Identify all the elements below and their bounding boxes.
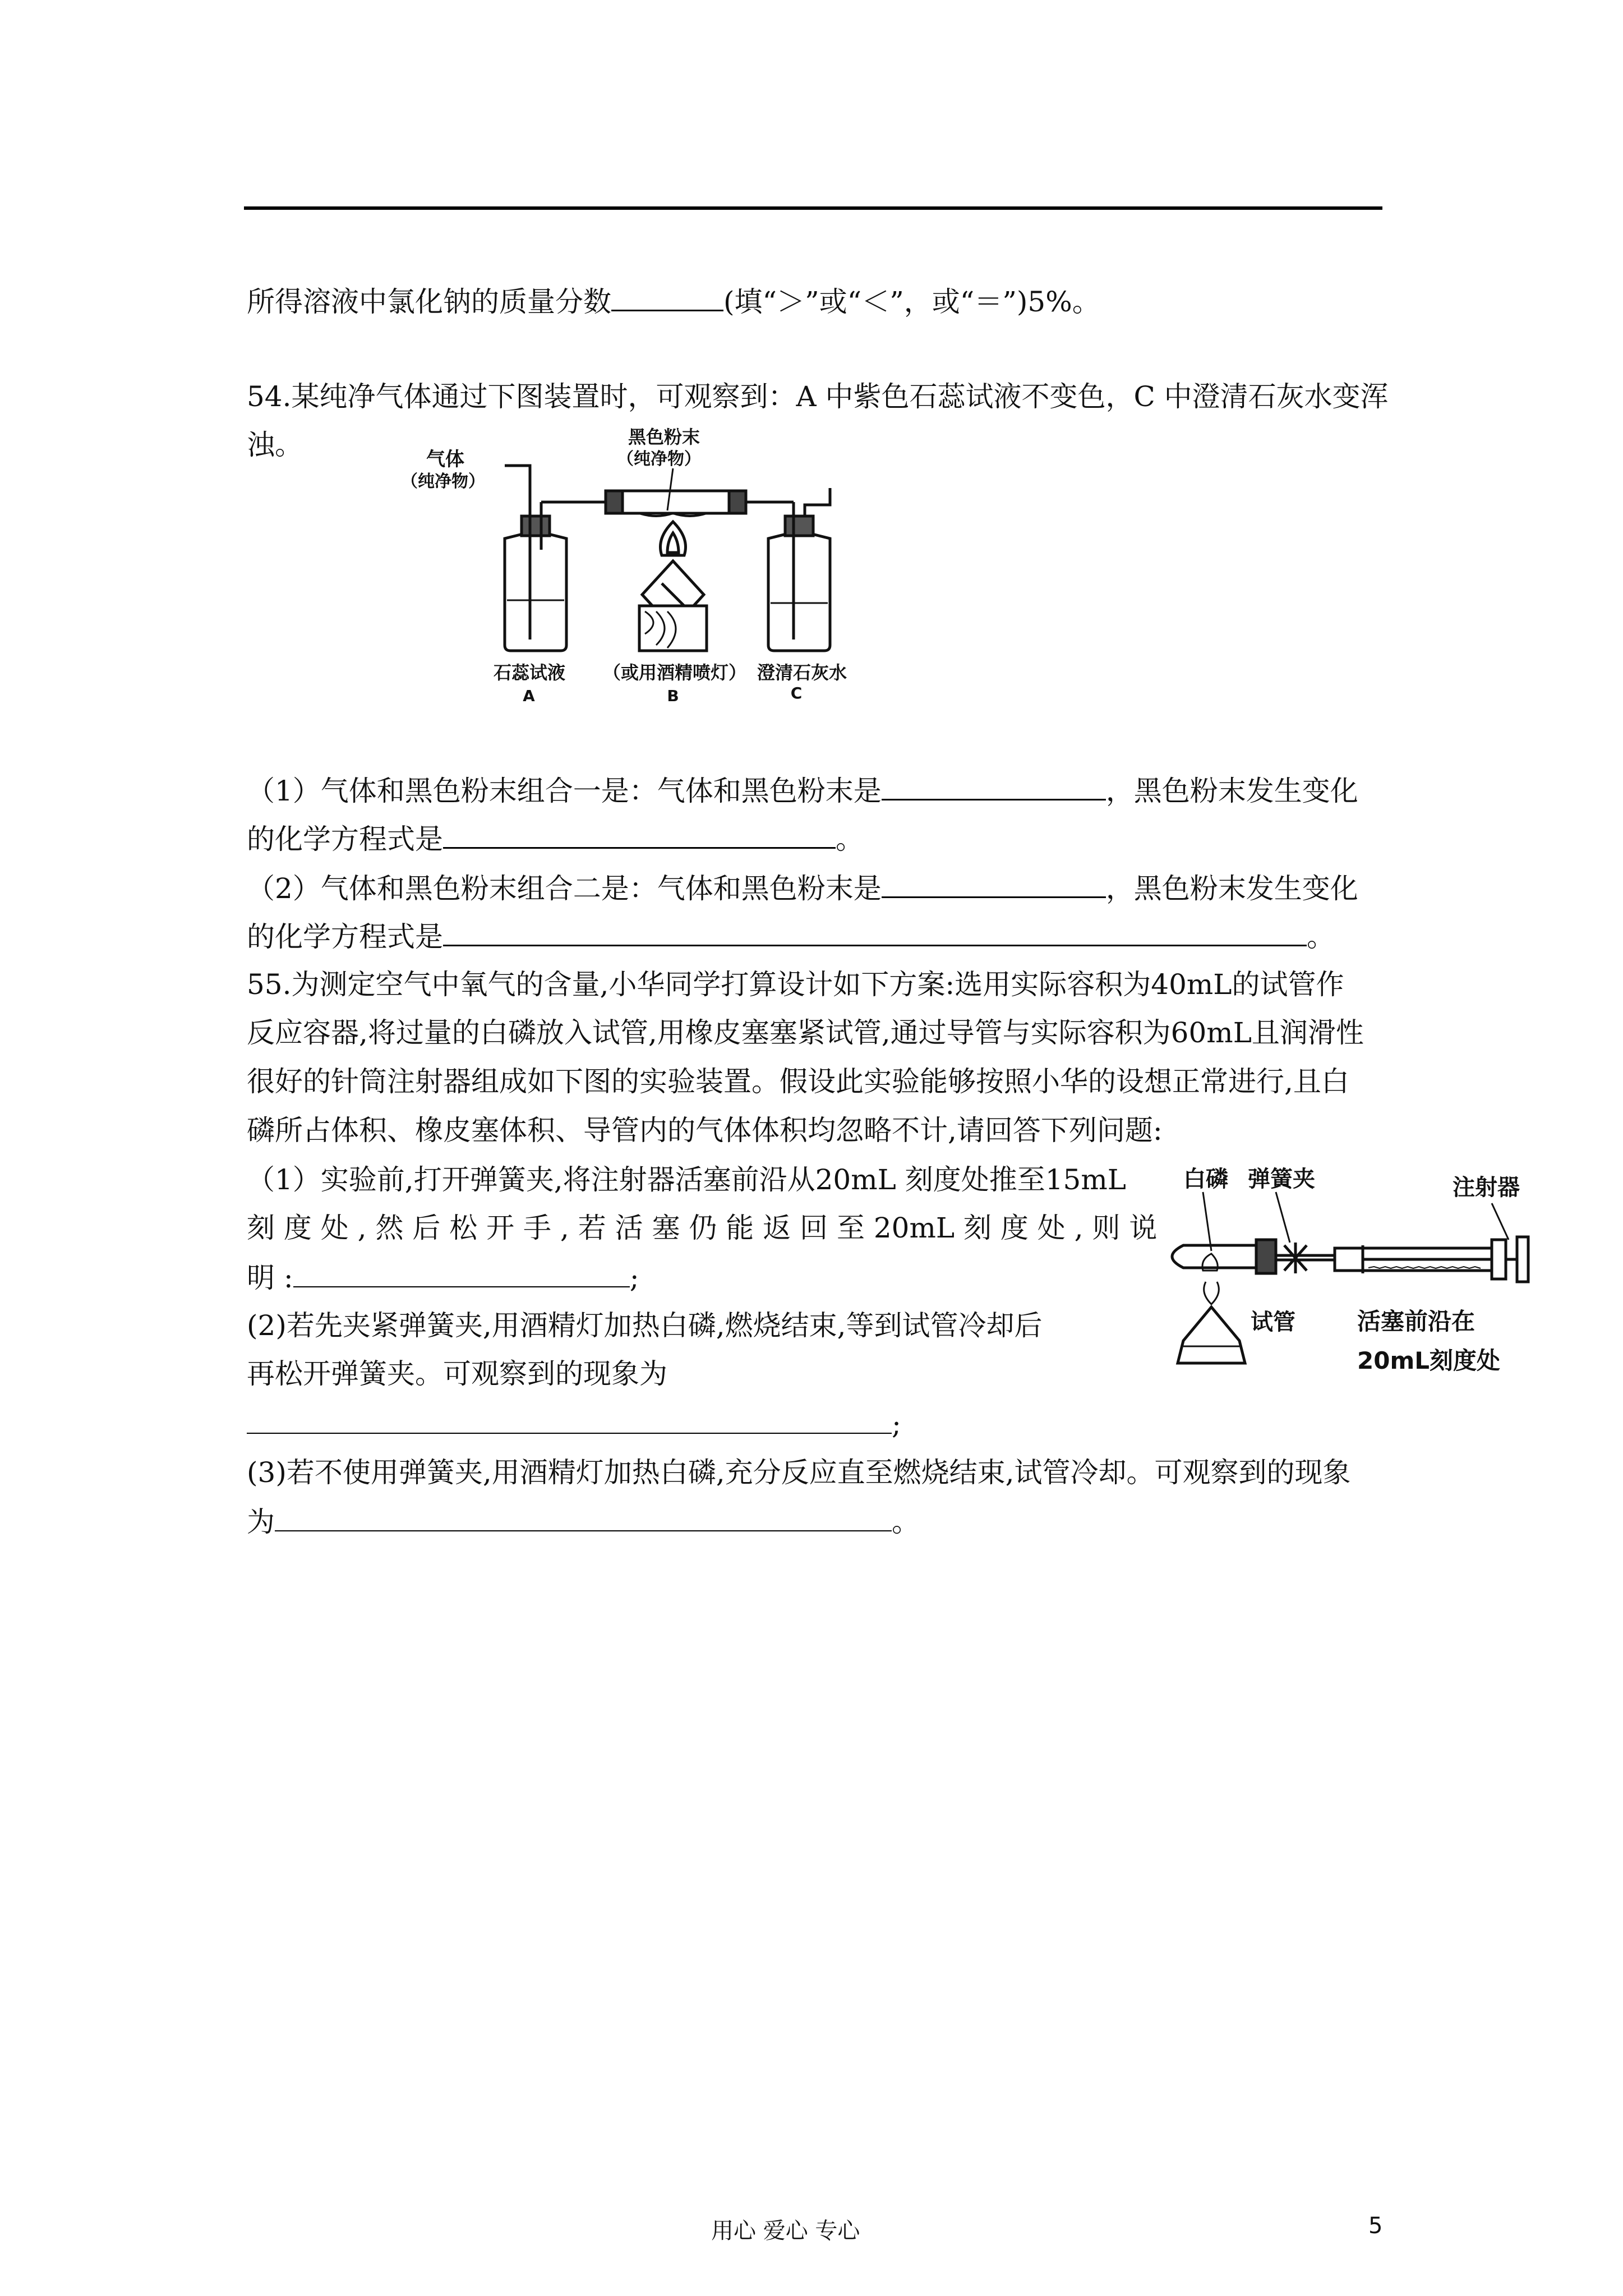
question-55-line: [247, 965, 1344, 1004]
text: 磷所占体积、橡皮塞体积、导管内的气体体积均忽略不计,请回答下列问题:: [247, 1114, 1163, 1147]
footer-text: 用心 爱心 专心: [711, 2218, 860, 2244]
bottle-a: [505, 466, 606, 651]
powder-label: 黑色粉末: [628, 426, 700, 448]
text: (3)若不使用弹簧夹,用酒精灯加热白磷,充分反应直至燃烧结束,试管冷却。可观察到的现象: [247, 1456, 1351, 1489]
spring-clip: [1284, 1243, 1307, 1273]
header-rule: [244, 206, 1382, 210]
answer-blank: [247, 1404, 892, 1434]
plunger-label-line2: 20mL刻度处: [1357, 1347, 1500, 1374]
text: 所得溶液中氯化钠的质量分数: [247, 286, 611, 318]
question-55-line: [247, 1013, 1364, 1052]
spring-clip-label: 弹簧夹: [1248, 1166, 1315, 1192]
question-55-part2: [247, 1306, 1043, 1345]
text: 为: [247, 1506, 275, 1538]
text: 反应容器,将过量的白磷放入试管,用橡皮塞塞紧试管,通过导管与实际容积为60mL且润滑性: [247, 1016, 1364, 1049]
answer-blank: [443, 915, 1307, 946]
letter-c: C: [790, 684, 803, 701]
question-55-line: [247, 1111, 1163, 1150]
answer-blank: [443, 818, 836, 849]
text: ;: [892, 1408, 901, 1441]
question-54-part1: [247, 818, 864, 859]
test-tube-label: 试管: [1251, 1309, 1295, 1335]
question-54-line: [247, 425, 303, 464]
question-54-part1: [247, 770, 1358, 811]
page-number: 5: [1368, 2213, 1383, 2239]
question-55-part3: [247, 1501, 920, 1542]
text: 的化学方程式是: [247, 823, 443, 855]
question-55-part1: [247, 1208, 1157, 1248]
text: ;: [629, 1262, 639, 1294]
question-55-part1: [247, 1257, 639, 1297]
text: 。: [892, 1506, 920, 1538]
text: ，黑色粉末发生变化: [1105, 872, 1358, 905]
text: 的化学方程式是: [247, 921, 443, 953]
text: （2）气体和黑色粉末组合二是：气体和黑色粉末是: [247, 872, 882, 905]
question-55-part3: [247, 1453, 1351, 1492]
gas-apparatus-figure: [393, 421, 942, 701]
answer-blank: [293, 1257, 630, 1287]
gas-sub-label: （纯净物）: [401, 472, 485, 491]
question-55-part2: [247, 1354, 667, 1393]
letter-b: B: [667, 687, 679, 701]
question-55-part1: [247, 1160, 1126, 1199]
text: 浊。: [247, 429, 303, 461]
text: 54.某纯净气体通过下图装置时，可观察到：A 中紫色石蕊试液不变色，C 中澄清石灰水变浑: [247, 380, 1389, 413]
text: 55.为测定空气中氧气的含量,小华同学打算设计如下方案:选用实际容积为40mL的试管作: [247, 968, 1344, 1001]
text: （1）气体和黑色粉末组合一是：气体和黑色粉末是: [247, 775, 882, 807]
powder-sub-label: （纯净物）: [617, 449, 701, 469]
combustion-tube-b: [606, 468, 746, 651]
gas-label: 气体: [426, 448, 464, 471]
label-c: 澄清石灰水: [757, 662, 847, 683]
question-54-part2: [247, 915, 1335, 956]
text: 刻 度 处 , 然 后 松 开 手 , 若 活 塞 仍 能 返 回 至 20mL 刻 度 处 , 则 说: [247, 1212, 1158, 1244]
answer-blank: [882, 770, 1106, 800]
answer-blank: [275, 1501, 892, 1531]
bottle-c: [746, 488, 830, 651]
question-55-line: [247, 1062, 1349, 1101]
text-line: [247, 280, 1100, 321]
syringe-apparatus-figure: [1150, 1161, 1553, 1397]
text: 。: [1307, 921, 1335, 953]
syringe: [1335, 1237, 1528, 1282]
text: 。: [836, 823, 864, 855]
letter-a: A: [523, 687, 535, 701]
text: 很好的针筒注射器组成如下图的实验装置。假设此实验能够按照小华的设想正常进行,且白: [247, 1065, 1349, 1098]
text: ，黑色粉末发生变化: [1105, 775, 1358, 807]
text: (填“＞”或“＜”，或“＝”)5%。: [723, 286, 1100, 318]
alcohol-lamp: [1178, 1307, 1245, 1363]
text: (2)若先夹紧弹簧夹,用酒精灯加热白磷,燃烧结束,等到试管冷却后: [247, 1309, 1043, 1342]
label-a: 石蕊试液: [494, 662, 566, 683]
answer-blank: [882, 867, 1106, 898]
question-55-part2: [247, 1404, 901, 1444]
question-54-part2: [247, 867, 1358, 908]
stopper: [1256, 1240, 1276, 1273]
text: （1）实验前,打开弹簧夹,将注射器活塞前沿从20mL 刻度处推至15mL: [247, 1163, 1126, 1196]
white-phosphorus-label: 白磷: [1183, 1166, 1228, 1192]
answer-blank: [611, 280, 723, 311]
question-54-line: [247, 377, 1389, 416]
plunger-label: 活塞前沿在: [1357, 1308, 1476, 1335]
text: 再松开弹簧夹。可观察到的现象为: [247, 1358, 667, 1390]
label-b: （或用酒精喷灯）: [603, 662, 747, 683]
text: 明 :: [247, 1262, 293, 1294]
syringe-label: 注射器: [1453, 1175, 1520, 1200]
